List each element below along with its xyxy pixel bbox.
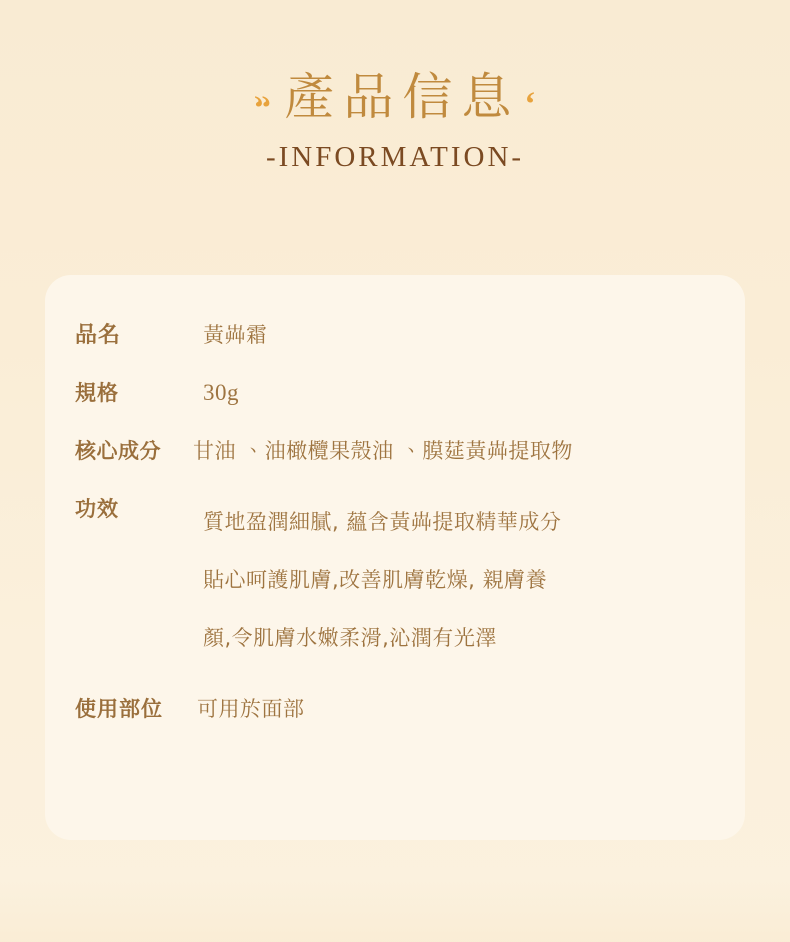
table-row-usage-area: [75, 693, 715, 725]
information-card: [45, 275, 745, 840]
quote-mark-left-icon: “: [254, 90, 272, 127]
table-row-product-name: [75, 319, 715, 351]
bottom-gradient: [0, 882, 790, 942]
page-subtitle: -INFORMATION-: [265, 140, 525, 173]
row-value: 可用於面部: [197, 697, 305, 721]
quote-mark-right-icon: ‘: [524, 86, 536, 123]
table-row-effect: [75, 493, 715, 667]
row-value: 甘油 、油橄欖果殼油 、膜莚黃芔提取物: [193, 439, 573, 463]
effect-line: 顏,令肌膚水嫩柔滑,沁潤有光澤: [203, 626, 497, 650]
row-label: 核心成分: [75, 438, 161, 463]
table-row-specification: [75, 377, 715, 409]
row-value: [203, 493, 715, 667]
row-label: 功效: [75, 496, 119, 521]
row-label: 品名: [75, 322, 122, 348]
page-header: [0, 0, 790, 174]
row-value: 黃芔霜: [203, 323, 268, 347]
row-label: 使用部位: [75, 696, 163, 721]
table-row-core-ingredients: [75, 435, 715, 467]
effect-line: 貼心呵護肌膚,改善肌膚乾燥, 親膚養: [203, 568, 548, 592]
title-row: [0, 66, 790, 129]
effect-line: 質地盈潤細膩, 蘊含黃芔提取精華成分: [203, 510, 562, 534]
page-title: 產品信息: [284, 68, 521, 126]
row-label: 規格: [75, 380, 119, 405]
row-value: 30g: [203, 380, 239, 405]
